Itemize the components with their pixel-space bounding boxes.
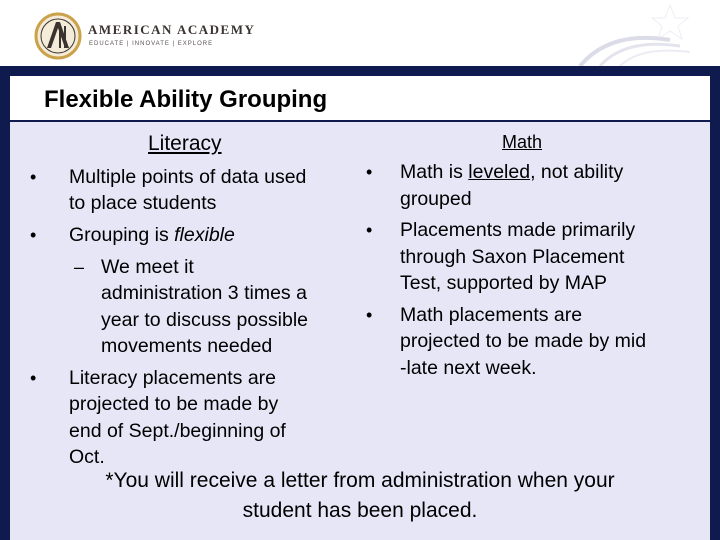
bullet-dot: • [366, 162, 373, 182]
literacy-sub-line-4: movements needed [101, 335, 273, 357]
math-heading: Math [502, 132, 543, 152]
literacy-bullet-3-line-2: projected to be made by [69, 393, 279, 415]
literacy-bullet-1-line-2: to place students [69, 192, 217, 214]
bullet-dot: • [30, 167, 37, 187]
math-bullet-1-post: , not ability [530, 161, 624, 183]
math-bullet-3-line-1: Math placements are [400, 304, 583, 326]
math-bullet-2-line-3: Test, supported by MAP [400, 272, 608, 294]
math-bullet-2-line-1: Placements made primarily [400, 219, 636, 241]
literacy-sub-line-1: We meet it [101, 256, 194, 278]
header [0, 0, 720, 66]
content-panel [10, 122, 710, 540]
page-title: Flexible Ability Grouping [44, 86, 328, 113]
math-bullet-1-pre: Math is [400, 161, 469, 183]
literacy-sub-line-3: year to discuss possible [101, 309, 309, 331]
literacy-heading: Literacy [148, 132, 222, 155]
bullet-dot: • [366, 220, 373, 240]
frame-top [0, 66, 720, 76]
footer-note-line-2: student has been placed. [242, 499, 478, 522]
sub-bullet-dash: – [74, 257, 85, 277]
brand-name: AMERICAN ACADEMY [88, 22, 256, 37]
bullet-dot: • [30, 225, 37, 245]
math-bullet-3-line-3: -late next week. [400, 357, 537, 379]
math-bullet-3-line-2: projected to be made by mid [400, 330, 647, 352]
literacy-bullet-3-line-3: end of Sept./beginning of [69, 420, 286, 442]
math-bullet-1-line-2: grouped [400, 188, 472, 210]
brand-tagline: EDUCATE | INNOVATE | EXPLORE [89, 41, 214, 47]
frame-left [0, 66, 10, 540]
logo [34, 12, 256, 62]
literacy-bullet-2-emphasis: flexible [174, 224, 235, 246]
literacy-bullet-2-text: Grouping is [69, 224, 175, 246]
bullet-dot: • [30, 368, 37, 388]
title-bar [10, 76, 710, 122]
literacy-bullet-1-line-1: Multiple points of data used [69, 166, 307, 188]
literacy-bullet-2 [69, 222, 235, 249]
literacy-bullet-3-line-4: Oct. [69, 446, 105, 468]
star-swoosh-icon [520, 0, 720, 66]
math-bullet-1-underlined: leveled [468, 161, 531, 183]
footer-note-line-1: *You will receive a letter from administration when your [105, 469, 615, 492]
math-bullet-1-line-1 [400, 159, 623, 186]
frame-right [710, 66, 720, 540]
math-bullet-2-line-2: through Saxon Placement [400, 246, 625, 268]
academy-seal-icon [34, 12, 82, 60]
literacy-bullet-3-line-1: Literacy placements are [69, 367, 277, 389]
bullet-dot: • [366, 305, 373, 325]
literacy-sub-line-2: administration 3 times a [101, 282, 307, 304]
